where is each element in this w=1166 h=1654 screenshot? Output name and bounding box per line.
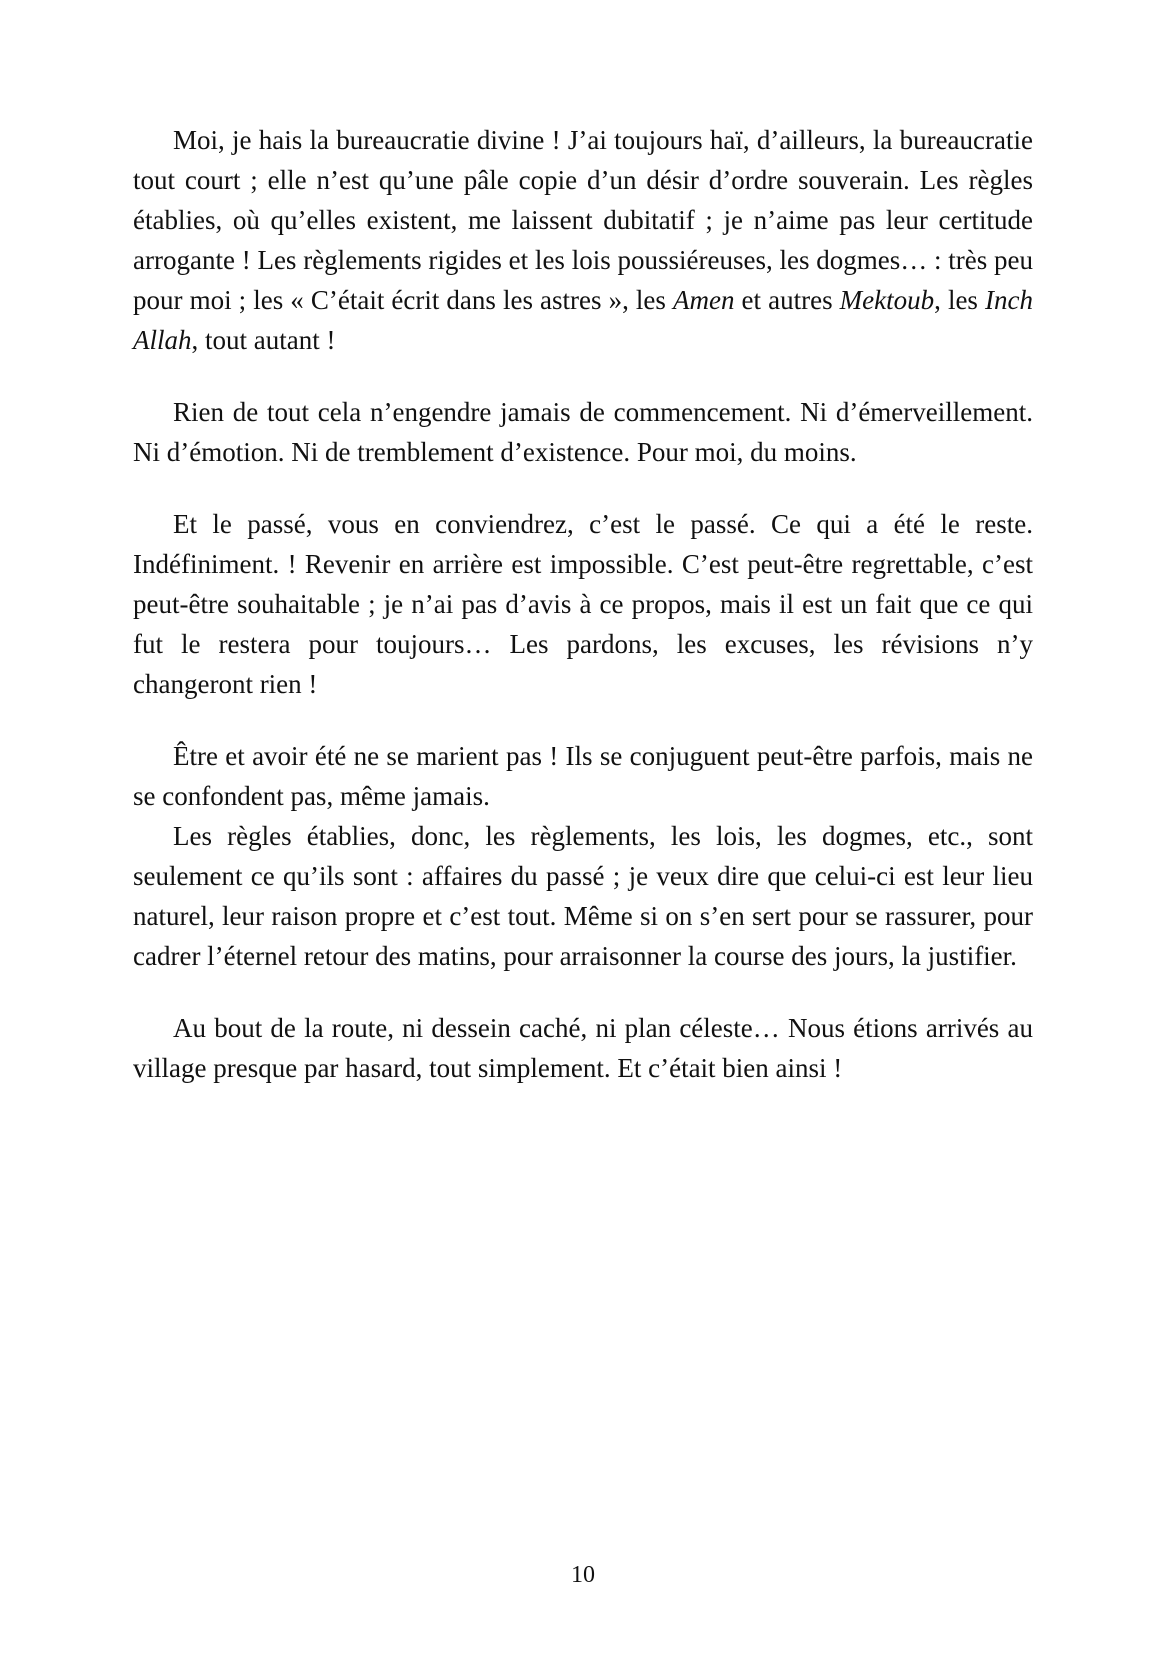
page-body [133, 120, 1033, 1088]
paragraph-3 [133, 504, 1033, 704]
italic-mektoub: Mektoub [839, 285, 935, 315]
paragraph-2-text: Rien de tout cela n’engendre jamais de commencement. Ni d’émerveillement. Ni d’émotion. Ni de tremblement d’existence. Pour moi, du moins. [133, 397, 1033, 467]
paragraph-6 [133, 1008, 1033, 1088]
paragraph-5-text: Les règles établies, donc, les règlements, les lois, les dogmes, etc., sont seulement ce qu’ils sont : affaires du passé ; je veux dire que celui-ci est leur lieu naturel, leur raison propre et c’est tout. Même si on s’en sert pour se rassurer, pour cadrer l’éternel retour des matins, pour arraisonner la course des jours, la justifier. [133, 821, 1033, 971]
paragraph-4-text: Être et avoir été ne se marient pas ! Ils se conjuguent peut-être parfois, mais ne se confondent pas, même jamais. [133, 741, 1033, 811]
paragraph-3-text: Et le passé, vous en conviendrez, c’est le passé. Ce qui a été le reste. Indéfiniment. ! Revenir en arrière est impossible. C’est peut-être regrettable, c’est peut-être souhaitable ; je n’ai pas d’avis à ce propos, mais il est un fait que ce qui fut le restera pour toujours… Les pardons, les excuses, les révisions n’y changeront rien ! [133, 509, 1033, 699]
italic-amen: Amen [673, 285, 735, 315]
paragraph-1-text-c: , les [934, 285, 986, 315]
paragraph-1-text-b: et autres [734, 285, 840, 315]
paragraph-1 [133, 120, 1033, 360]
paragraph-4 [133, 736, 1033, 816]
paragraph-6-text: Au bout de la route, ni dessein caché, ni plan céleste… Nous étions arrivés au village presque par hasard, tout simplement. Et c’était bien ainsi ! [133, 1013, 1033, 1083]
paragraph-1-text-a: Moi, je hais la bureaucratie divine ! J’ai toujours haï, d’ailleurs, la bureaucratie tout court ; elle n’est qu’une pâle copie d’un désir d’ordre souverain. Les règles établies, où qu’elles existent, me laissent dubitatif ; je n’aime pas leur certitude arrogante ! Les règlements rigides et les lois poussiéreuses, les dogmes… : très peu pour moi ; les « C’était écrit dans les astres », les [133, 125, 1033, 315]
page-number: 10 [571, 1562, 595, 1588]
paragraph-5 [133, 816, 1033, 976]
paragraph-2 [133, 392, 1033, 472]
paragraph-1-text-d: , tout autant ! [191, 325, 336, 355]
italic-inch-allah: Inch Allah [133, 285, 1033, 355]
